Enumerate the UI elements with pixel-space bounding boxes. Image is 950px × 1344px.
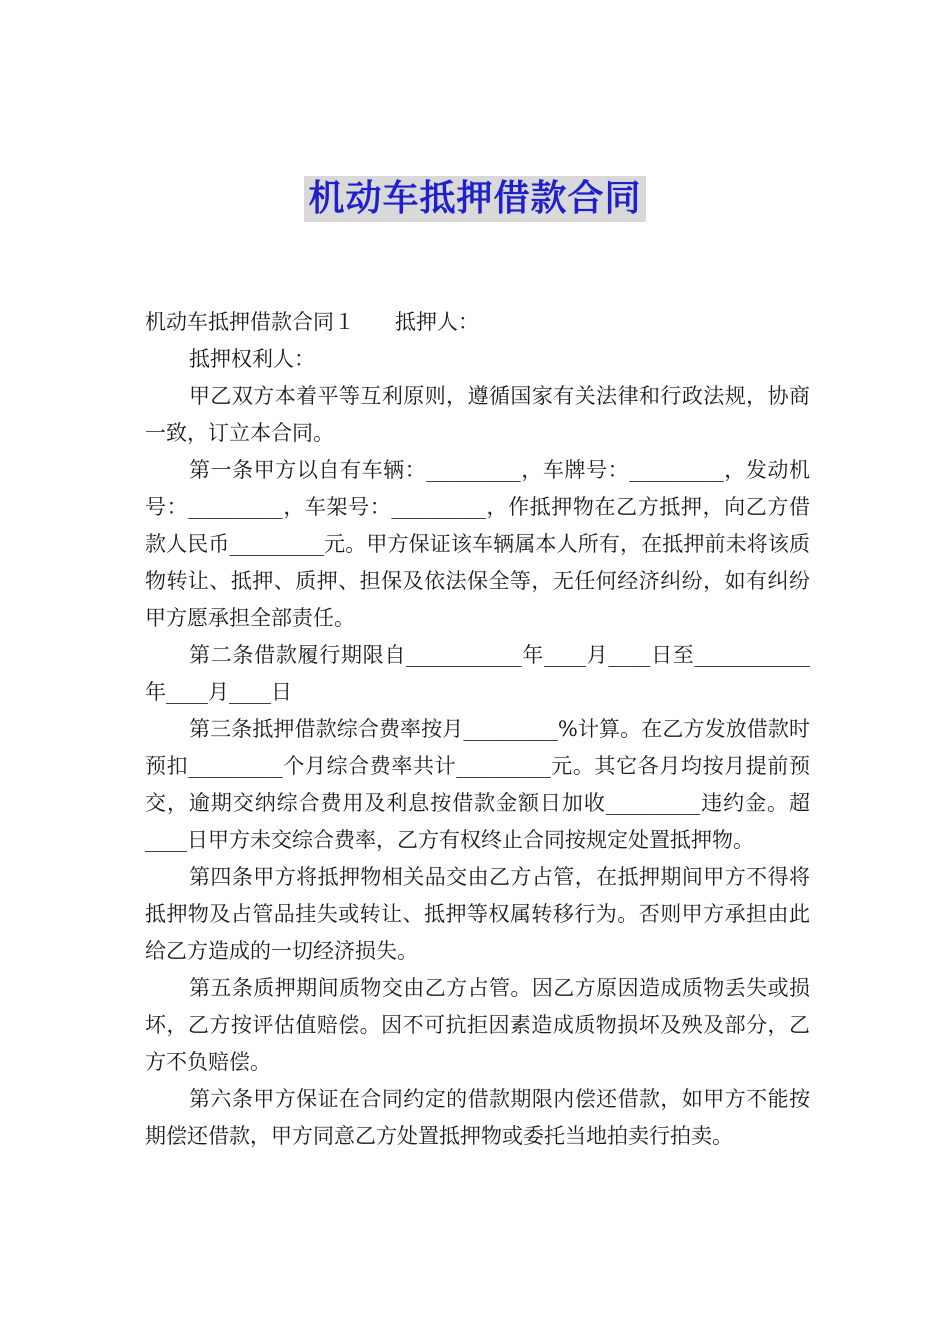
mortgagor-label: 抵押人： — [395, 310, 479, 334]
paragraph-article-5: 第五条质押期间质物交由乙方占管。因乙方原因造成质物丢失或损坏，乙方按评估值赔偿。因不可抗拒因素造成质物损坏及殃及部分，乙方不负赔偿。 — [145, 976, 810, 1074]
heading-line — [145, 304, 810, 341]
paragraph-preamble: 甲乙双方本着平等互利原则，遵循国家有关法律和行政法规，协商一致，订立本合同。 — [145, 384, 810, 445]
paragraph-article-1: 第一条甲方以自有车辆：_________，车牌号：_________，发动机号：_________，车架号：_________，作抵押物在乙方抵押，向乙方借款人民币_________元。甲方保证该车辆属本人所有，在抵押前未将该质物转让、抵押、质押、担保及依法保全等，无任何经济纠纷，如有纠纷甲方愿承担全部责任。 — [145, 458, 810, 630]
paragraph-article-6: 第六条甲方保证在合同约定的借款期限内偿还借款，如甲方不能按期偿还借款，甲方同意乙方处置抵押物或委托当地拍卖行拍卖。 — [145, 1087, 810, 1148]
contract-name: 机动车抵押借款合同１ — [145, 310, 355, 334]
title-wrap — [0, 176, 950, 222]
paragraph-article-4: 第四条甲方将抵押物相关品交由乙方占管，在抵押期间甲方不得将抵押物及占管品挂失或转让、抵押等权属转移行为。否则甲方承担由此给乙方造成的一切经济损失。 — [145, 865, 810, 963]
paragraph-article-2: 第二条借款履行期限自___________年____月____日至___________年____月____日 — [145, 643, 810, 704]
document-title: 机动车抵押借款合同 — [304, 176, 645, 222]
paragraph-article-3: 第三条抵押借款综合费率按月_________%计算。在乙方发放借款时预扣_________个月综合费率共计_________元。其它各月均按月提前预交，逾期交纳综合费用及利息按借款金额日加收_________违约金。超____日甲方未交综合费率，乙方有权终止合同按规定处置抵押物。 — [145, 717, 810, 852]
document-body — [145, 304, 810, 1155]
paragraph-mortgagee: 抵押权利人： — [189, 347, 315, 371]
